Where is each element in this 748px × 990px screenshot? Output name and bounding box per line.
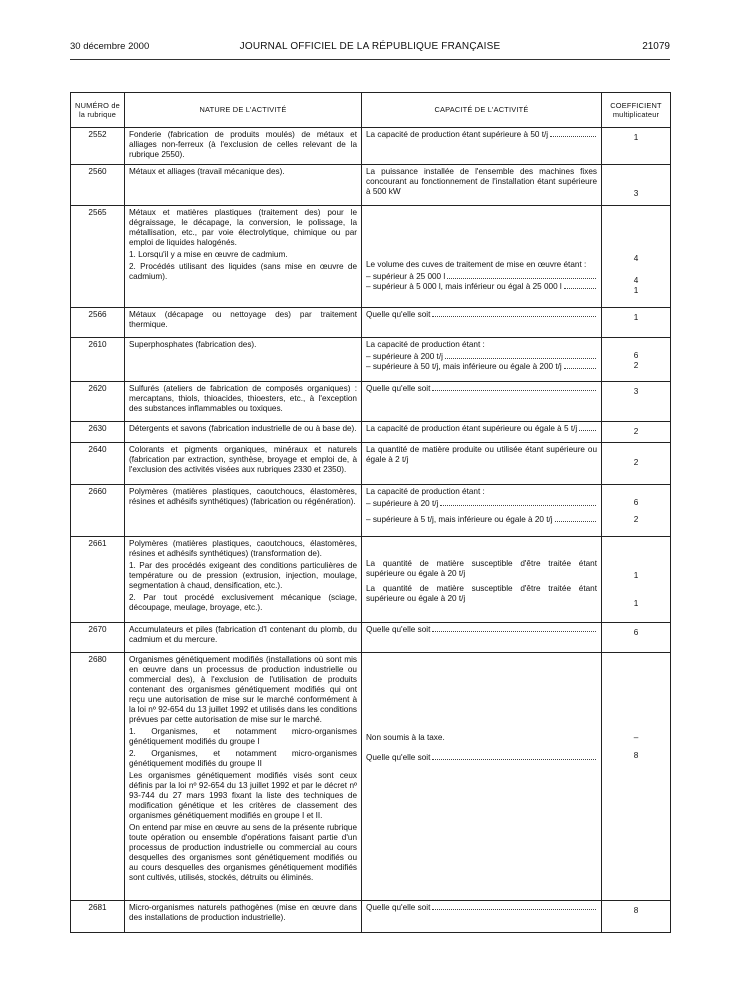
column-header-numero: NUMÉRO de la rubrique <box>71 93 125 128</box>
nature-text: Métaux et matières plastiques (traitement des) pour le dégraissage, le décapage, la conversion, le polissage, la métallisation, etc., par voie électrolytique, chimique ou par emploi de liquides halogénés. <box>129 208 357 247</box>
coefficient <box>602 308 671 338</box>
coefficient-value: 1 <box>633 571 639 580</box>
capacity-text: La capacité de production étant : <box>366 340 485 349</box>
rubrique-number: 2566 <box>71 308 125 338</box>
coefficient-value: 3 <box>633 189 639 198</box>
activity-capacity <box>362 653 602 901</box>
activity-nature <box>125 338 362 382</box>
coefficient-value: 2 <box>633 427 639 436</box>
activity-capacity <box>362 382 602 422</box>
rubrique-number: 2560 <box>71 165 125 206</box>
table-row <box>71 653 671 901</box>
activity-nature <box>125 128 362 165</box>
activity-nature <box>125 206 362 308</box>
capacity-text: La puissance installée de l'ensemble des machines fixes concourant au fonctionnement de l'installation étant supérieure à 500 kW <box>366 167 597 196</box>
activity-capacity <box>362 338 602 382</box>
activity-capacity <box>362 422 602 443</box>
nature-text: Sulfurés (ateliers de fabrication de composés organiques) : mercaptans, thiols, thioacides, thioesters, etc., à l'exception des substances inflammables ou toxiques. <box>129 384 357 413</box>
activity-nature <box>125 422 362 443</box>
coefficient <box>602 443 671 485</box>
capacity-text: Quelle qu'elle soit <box>366 903 431 912</box>
nature-text: Polymères (matières plastiques, caoutchoucs, élastomères, résines et adhésifs synthétiques) (fabrication ou régénération). <box>129 487 357 506</box>
nature-text: Micro-organismes naturels pathogènes (mise en œuvre dans des installations de production industrielle). <box>129 903 357 922</box>
coefficient-value: 6 <box>633 628 639 637</box>
coefficient <box>602 485 671 537</box>
table-row <box>71 206 671 308</box>
coefficient <box>602 128 671 165</box>
rubrique-number: 2630 <box>71 422 125 443</box>
table-header-row <box>71 93 671 128</box>
capacity-line: – supérieure à 200 t/j <box>366 352 443 361</box>
table-row <box>71 128 671 165</box>
coefficient-value: 1 <box>633 133 639 142</box>
capacity-text: La quantité de matière produite ou utilisée étant supérieure ou égale à 2 t/j <box>366 445 597 464</box>
coefficient-value: 6 <box>633 498 639 507</box>
nature-item: 2. Organismes, et notamment micro-organismes génétiquement modifiés du groupe II <box>129 749 357 768</box>
coefficient <box>602 206 671 308</box>
header-journal-title: JOURNAL OFFICIEL DE LA RÉPUBLIQUE FRANÇAISE <box>239 41 501 52</box>
table-row <box>71 165 671 206</box>
nature-text: Colorants et pigments organiques, minéraux et naturels (fabrication par extraction, synthèse, broyage et emploi de, à l'exclusion des activités visées aux rubriques 2330 et 2350). <box>129 445 357 474</box>
table-row <box>71 623 671 653</box>
rubrique-number: 2661 <box>71 537 125 623</box>
coefficient-value: 6 <box>633 351 639 360</box>
activity-nature <box>125 623 362 653</box>
coefficient-value: 2 <box>633 515 639 524</box>
coefficient <box>602 165 671 206</box>
column-header-coefficient: COEFFICIENT multiplicateur <box>602 93 671 128</box>
activity-capacity <box>362 901 602 933</box>
rubrique-number: 2680 <box>71 653 125 901</box>
coefficient <box>602 338 671 382</box>
capacity-line: – supérieure à 20 t/j <box>366 499 439 508</box>
activity-nature <box>125 537 362 623</box>
coefficient <box>602 653 671 901</box>
capacity-line: – supérieur à 25 000 l <box>366 272 446 281</box>
activity-capacity <box>362 128 602 165</box>
capacity-line: – supérieure à 5 t/j, mais inférieure ou égale à 20 t/j <box>366 515 553 524</box>
activity-capacity <box>362 537 602 623</box>
table-row <box>71 308 671 338</box>
capacity-text: Le volume des cuves de traitement de mise en œuvre étant : <box>366 260 587 269</box>
table-row <box>71 443 671 485</box>
coefficient-value: 1 <box>633 286 639 295</box>
header-rule <box>70 59 670 60</box>
nature-item: 2. Par tout procédé exclusivement mécanique (sciage, découpage, meulage, broyage, etc.). <box>129 593 357 612</box>
nature-text: Métaux et alliages (travail mécanique des). <box>129 167 285 176</box>
rubrique-number: 2640 <box>71 443 125 485</box>
table-row <box>71 485 671 537</box>
coefficient-value: 2 <box>633 458 639 467</box>
nature-item: 1. Lorsqu'il y a mise en œuvre de cadmium. <box>129 250 288 259</box>
coefficient-value: 4 <box>633 254 639 263</box>
nature-note: Les organismes génétiquement modifiés visés sont ceux définis par la loi nº 92-654 du 13 juillet 1992 et par le décret nº 93-744 du 27 mars 1993 fixant la liste des techniques de modification génétique et les critères de classement des organismes génétiquement modifiés en groupe I et II. <box>129 771 357 820</box>
activity-nature <box>125 485 362 537</box>
nature-text: Métaux (décapage ou nettoyage des) par traitement thermique. <box>129 310 357 329</box>
table-row <box>71 422 671 443</box>
capacity-text: La quantité de matière susceptible d'être traitée étant supérieure ou égale à 20 t/j <box>366 559 597 578</box>
capacity-text: La capacité de production étant supérieure ou égale à 5 t/j <box>366 424 578 433</box>
rubrique-number: 2670 <box>71 623 125 653</box>
capacity-text: La capacité de production étant supérieure à 50 t/j <box>366 130 549 139</box>
nature-text: Superphosphates (fabrication des). <box>129 340 257 349</box>
rubrique-number: 2610 <box>71 338 125 382</box>
activity-capacity <box>362 308 602 338</box>
coefficient-value: 8 <box>633 751 639 760</box>
activity-nature <box>125 382 362 422</box>
nature-note: On entend par mise en œuvre au sens de la présente rubrique toute opération ou ensemble d'opérations faisant partie d'un processus de production industrielle ou commercial au cours desquelles des organismes sont génétiquement modifiés ou au cours desquelles des organismes génétiquement modifiés sont cultivés, utilisés, stockés, détruits ou éliminés. <box>129 823 357 882</box>
nature-text: Détergents et savons (fabrication industrielle de ou à base de). <box>129 424 357 433</box>
nature-text: Fonderie (fabrication de produits moulés) de métaux et alliages non-ferreux (à l'exclusion de celles relevant de la rubrique 2550). <box>129 130 357 159</box>
nature-item: 1. Organismes, et notamment micro-organismes génétiquement modifiés du groupe I <box>129 727 357 746</box>
column-header-nature: NATURE DE L'ACTIVITÉ <box>125 93 362 128</box>
coefficient-value: – <box>633 733 639 742</box>
capacity-line: – supérieur à 5 000 l, mais inférieur ou égal à 25 000 l <box>366 282 562 291</box>
coefficient-value: 2 <box>633 361 639 370</box>
column-header-capacite: CAPACITÉ DE L'ACTIVITÉ <box>362 93 602 128</box>
activity-capacity <box>362 623 602 653</box>
rubriques-table <box>70 92 671 933</box>
table-row <box>71 382 671 422</box>
coefficient <box>602 537 671 623</box>
capacity-text: Non soumis à la taxe. <box>366 733 445 742</box>
coefficient <box>602 901 671 933</box>
coefficient <box>602 382 671 422</box>
activity-nature <box>125 308 362 338</box>
capacity-line: – supérieure à 50 t/j, mais inférieure ou égale à 200 t/j <box>366 362 562 371</box>
capacity-text: La capacité de production étant : <box>366 487 485 496</box>
nature-text: Polymères (matières plastiques, caoutchoucs, élastomères, résines et adhésifs synthétiques) (transformation de). <box>129 539 357 558</box>
capacity-text: La quantité de matière susceptible d'être traitée étant supérieure ou égale à 20 t/j <box>366 584 597 603</box>
coefficient-value: 1 <box>633 599 639 608</box>
nature-text: Accumulateurs et piles (fabrication d'l contenant du plomb, du cadmium et du mercure. <box>129 625 357 644</box>
header-page-number: 21079 <box>642 41 670 52</box>
nature-text: Organismes génétiquement modifiés (installations où sont mis en œuvre dans un processus de production industrielle ou commercial des), à l'exclusion de l'utilisation de produits contenant des organismes génétiquement modifiés qui ont reçu une autorisation de mise sur le marché conformément à la loi nº 92-654 du 13 juillet 1992 et utilisés dans les conditions prévues par cette autorisation de mise sur le marché. <box>129 655 357 724</box>
activity-nature <box>125 165 362 206</box>
coefficient-value: 1 <box>633 313 639 322</box>
activity-nature <box>125 653 362 901</box>
header-date: 30 décembre 2000 <box>70 41 150 52</box>
capacity-text: Quelle qu'elle soit <box>366 310 431 319</box>
coefficient-value: 4 <box>633 276 639 285</box>
activity-nature <box>125 443 362 485</box>
activity-capacity <box>362 443 602 485</box>
table-row <box>71 338 671 382</box>
activity-capacity <box>362 206 602 308</box>
rubrique-number: 2681 <box>71 901 125 933</box>
table-row <box>71 537 671 623</box>
coefficient <box>602 623 671 653</box>
activity-capacity <box>362 485 602 537</box>
capacity-text: Quelle qu'elle soit <box>366 384 431 393</box>
coefficient-value: 8 <box>633 906 639 915</box>
rubrique-number: 2565 <box>71 206 125 308</box>
nature-item: 2. Procédés utilisant des liquides (sans mise en œuvre de cadmium). <box>129 262 357 281</box>
table-row <box>71 901 671 933</box>
activity-capacity <box>362 165 602 206</box>
activity-nature <box>125 901 362 933</box>
nature-item: 1. Par des procédés exigeant des conditions particulières de température ou de pression (extrusion, injection, moulage, segmentation à chaud, densification, etc.). <box>129 561 357 590</box>
coefficient <box>602 422 671 443</box>
capacity-text: Quelle qu'elle soit <box>366 625 431 634</box>
rubrique-number: 2552 <box>71 128 125 165</box>
rubrique-number: 2620 <box>71 382 125 422</box>
rubrique-number: 2660 <box>71 485 125 537</box>
capacity-text: Quelle qu'elle soit <box>366 753 431 762</box>
coefficient-value: 3 <box>633 387 639 396</box>
page-header <box>70 41 670 55</box>
